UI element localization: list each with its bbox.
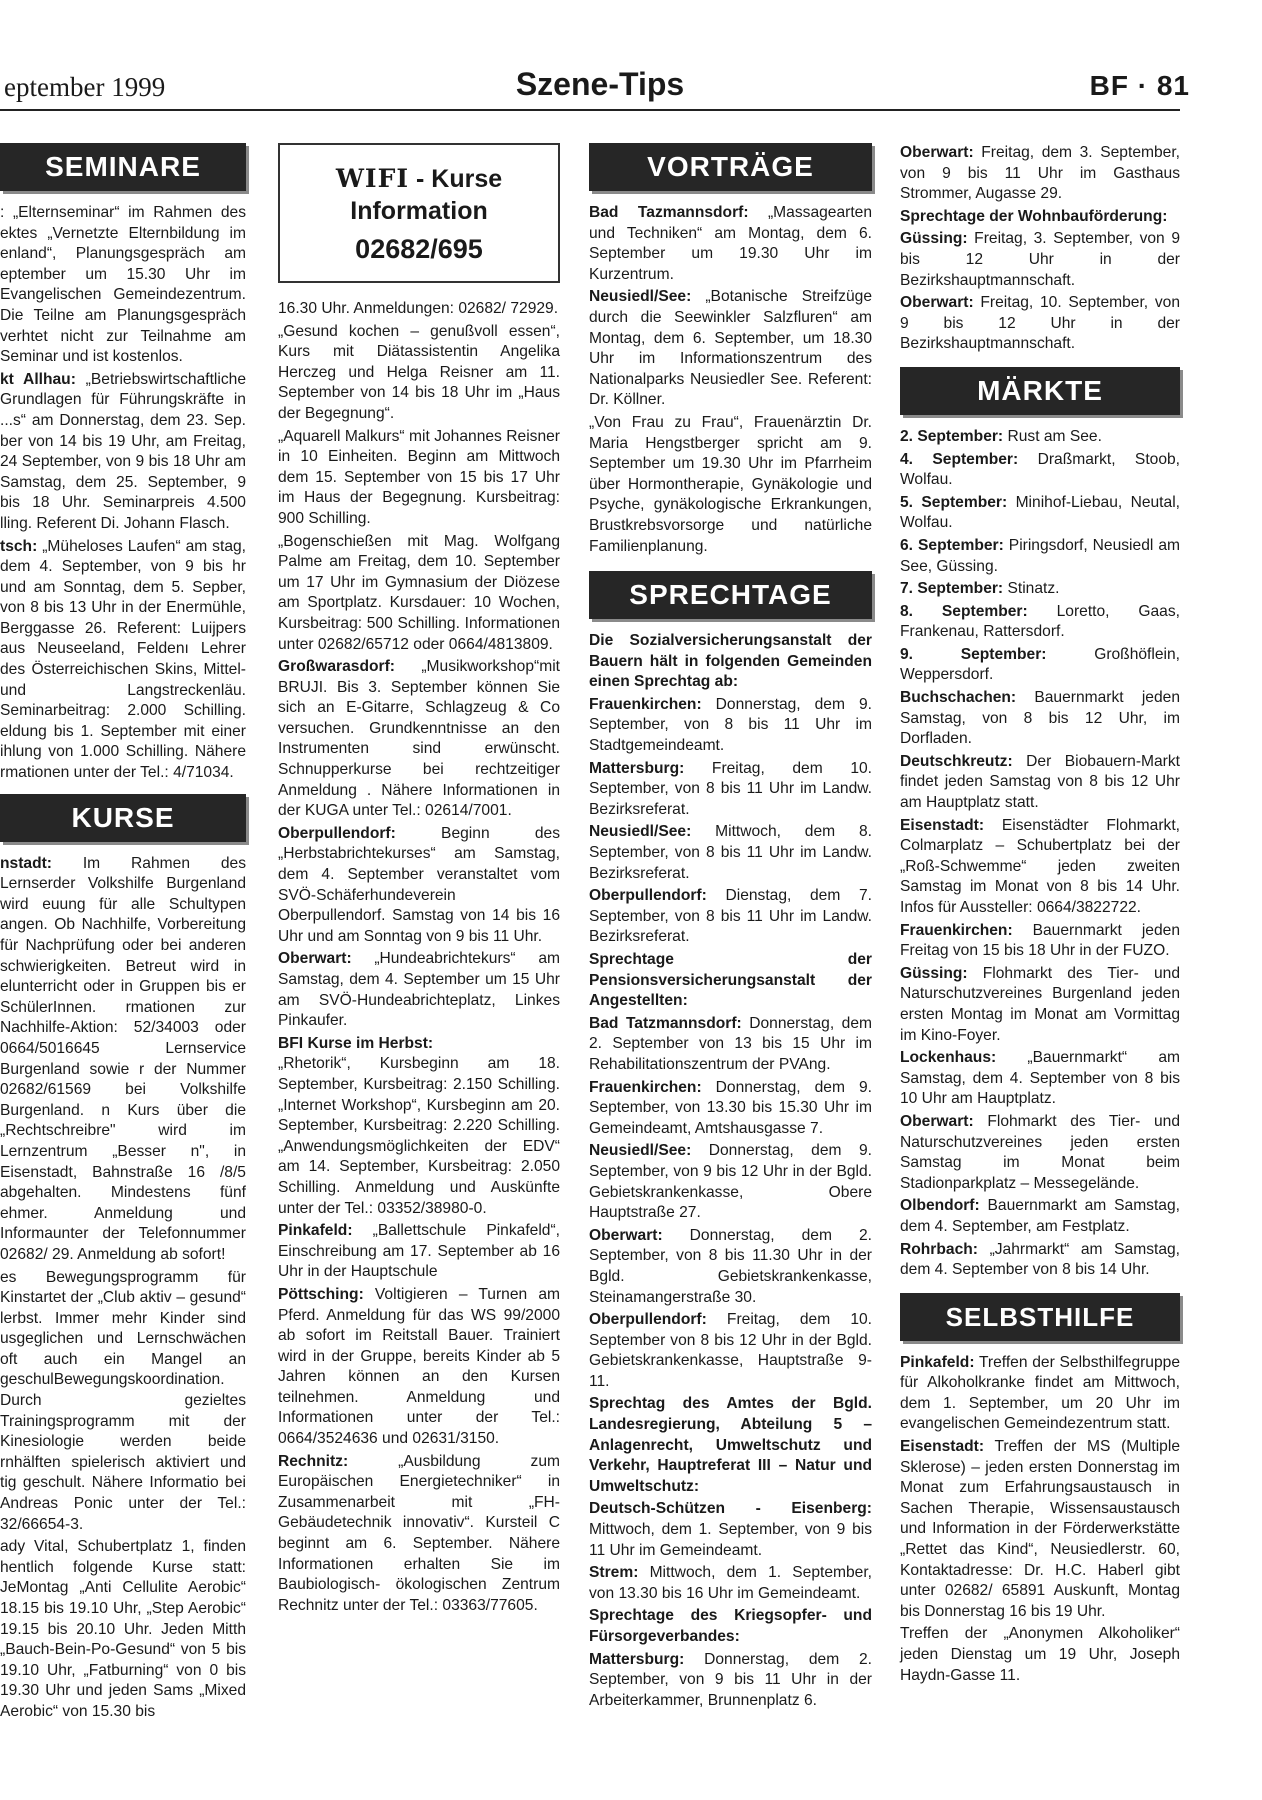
article: Oberwart: Freitag, 10. September, von 9 bis 12 Uhr in der Bezirkshauptmannschaft. <box>900 294 1180 353</box>
article: Oberwart: Donnerstag, dem 2. September, von 8 bis 11.30 Uhr in der Bgld. Gebietskrankenkasse, Steinamangerstraße 30. <box>589 1226 872 1306</box>
article: Mattersburg: Donnerstag, dem 2. September, von 9 bis 11 Uhr in der Arbeiterkammer, Brunnenplatz 6. <box>589 1650 872 1709</box>
article: Oberpullendorf: Beginn des „Herbstabrichtekurses“ am Samstag, dem 4. September veranstaltet vom SVÖ-Schäferhundeverein Oberpullendorf. Samstag von 14 bis 16 Uhr und am Sonntag von 9 bis 11 Uhr. <box>278 824 560 945</box>
article: BFI Kurse im Herbst: „Rhetorik“, Kursbeginn am 18. September, Kursbeitrag: 2.150 Schilling. „Internet Workshop“, Kursbeginn am 20. September, Kursbeitrag: 2.220 Schilling. „Anwendungsmöglichkeiten der EDV“ am 14. September, Kursbeitrag: 2.050 Schilling. Anmeldung und Auskünfte unter der Tel.: 03352/38980-0. <box>278 1034 560 1217</box>
column-2 <box>278 143 560 1618</box>
article: Bad Tazmannsdorf: „Massagearten und Techniken“ am Montag, dem 6. September um 19.30 Uhr im Kurzentrum. <box>589 204 872 283</box>
article: „Von Frau zu Frau“, Frauenärztin Dr. Maria Hengstberger spricht am 9. September um 19.30 Uhr im Pfarrheim über Hormontherapie, Gynäkologie und Psyche, gynäkologische Erkrankungen, Brustkrebsvorsorge und natürliche Familienplanung. <box>589 413 872 555</box>
article: kt Allhau: „Betriebswirtschaftliche Grundlagen für Führungskräfte in ...s“ am Donnerstag, dem 23. Sep. ber von 14 bis 19 Uhr, am Freitag, 24 September, von 9 bis 18 Uhr am Samstag, dem 25. September, 9 bis 18 Uhr. Seminarpreis 4.500 lling. Referent Di. Johann Flasch. <box>0 370 246 532</box>
article: tsch: „Müheloses Laufen“ am stag, dem 4. September, von 9 bis hr und am Sonntag, dem 5. Sepber, von 8 bis 13 Uhr in der Enermühle, Berggasse 26. Referent: Luijpers aus Neuseeland, Feldenı Lehrer des Österreichischen Skins, Mittel- und Langstreckenläu. Seminarbeitrag: 2.000 Schilling. eldung bis 1. September mit einer ihlung von 1.000 Schilling. Nähere rmationen unter der Tel.: 4/71034. <box>0 537 246 782</box>
list-item: 7. September: Stinatz. <box>900 580 1060 598</box>
wifi-info-box: WIFI - Kurse Information 02682/695 <box>278 143 560 283</box>
list-item: Deutschkreutz: Der Biobauern-Markt findet jeden Samstag von 8 bis 12 Uhr am Hauptplatz statt. <box>900 752 1180 812</box>
article: „Gesund kochen – genußvoll essen“, Kurs mit Diätassistentin Angelika Herczeg und Helga Reisner am 11. September von 14 bis 18 Uhr im „Haus der Begegnung“. <box>278 322 560 422</box>
list-item: 5. September: Minihof-Liebau, Neutal, Wolfau. <box>900 493 1180 532</box>
article: Treffen der „Anonymen Alkoholiker“ jeden Dienstag um 19 Uhr, Joseph Haydn-Gasse 11. <box>900 1625 1180 1684</box>
kurse-heading: KURSE <box>0 794 246 842</box>
article: Neusiedl/See: „Botanische Streifzüge durch die Seewinkler Salzfluren“ am Montag, dem 6. September, um 18.30 Uhr im Informationszentrum des Nationalparks Neusiedler See. Referent: Dr. Köllner. <box>589 288 872 409</box>
sprechtage-heading: SPRECHTAGE <box>589 571 872 619</box>
article: : „Elternseminar“ im Rahmen des ektes „Vernetzte Elternbildung im enland“, Planungsgespräch am eptember um 15.30 Uhr im Evangelischen Gemeindezentrum. Die Teilne am Planungsgespräch verhtet nicht zur Teilnahme am Seminar und ist kostenlos. <box>0 204 246 366</box>
list-item: 9. September: Großhöflein, Weppersdorf. <box>900 645 1180 684</box>
article-heading: Sprechtage des Kriegsopfer- und Fürsorgeverbandes: <box>589 1607 872 1645</box>
list-item: 6. September: Piringsdorf, Neusiedl am See, Güssing. <box>900 536 1180 575</box>
article: ady Vital, Schubertplatz 1, finden hentlich folgende Kurse statt: JeMontag „Anti Cellulite Aerobic“ 18.15 bis 19.10 Uhr, „Step Aerobic“ 19.15 bis 20.10 Uhr. Jeden Mitth „Bauch-Bein-Po-Gesund“ von 5 bis 19.10 Uhr, „Fatburning“ von 0 bis 19.30 Uhr und jeden Sams „Mixed Aerobic“ von 15.30 bis <box>0 1538 246 1720</box>
article: Deutsch-Schützen - Eisenberg: Mittwoch, dem 1. September, von 9 bis 11 Uhr im Gemeindeamt. <box>589 1500 872 1559</box>
article: Großwarasdorf: „Musikworkshop“mit BRUJI. Bis 3. September können Sie sich an E-Gitarre, Schlagzeug & Co versuchen. Grundkenntnisse an den Instrumenten sind erwünscht. Schnupperkurse bei rechtzeitiger Anmeldung . Nähere Informationen in der KUGA unter Tel.: 02614/7001. <box>278 658 560 820</box>
list-item: Güssing: Flohmarkt des Tier- und Naturschutzvereines Burgenland jeden ersten Montag im Monat am Vormittag im Kino-Foyer. <box>900 964 1180 1044</box>
header-section-title: Szene-Tips <box>515 66 685 102</box>
article: Pöttsching: Voltigieren – Turnen am Pferd. Anmeldung für das WS 99/2000 ab sofort im Reitstall Bauer. Trainiert wird in der Gruppe, bereits Kinder ab 5 Jahren können an den Kursen teilnehmen. Anmeldung und Informationen unter der Tel.: 0664/3524636 und 02631/3150. <box>278 1285 560 1448</box>
article: Oberwart: Freitag, dem 3. September, von 9 bis 11 Uhr im Gasthaus Strommer, Augasse 29. <box>900 144 1180 203</box>
list-item: Lockenhaus: „Bauernmarkt“ am Samstag, dem 4. September von 8 bis 10 Uhr am Hauptplatz. <box>900 1049 1180 1108</box>
article: Güssing: Freitag, 3. September, von 9 bis 12 Uhr in der Bezirkshauptmannschaft. <box>900 230 1180 289</box>
wifi-phone: 02682/695 <box>355 234 483 264</box>
wifi-info-label: Information <box>350 197 488 225</box>
article: Frauenkirchen: Donnerstag, dem 9. September, von 13.30 bis 15.30 Uhr im Gemeindeamt, Amtshausgasse 7. <box>589 1078 872 1137</box>
list-item: 2. September: Rust am See. <box>900 427 1102 445</box>
list-item: Oberwart: Flohmarkt des Tier- und Naturschutzvereines jeden ersten Samstag im Monat beim Stadionparkplatz – Messegelände. <box>900 1112 1180 1192</box>
seminare-heading: SEMINARE <box>0 143 246 191</box>
article: Rechnitz: „Ausbildung zum Europäischen Energietechniker“ in Zusammenarbeit mit „FH-Gebäudetechnik innovativ“. Kursteil C beginnt am 6. September. Nähere Informationen erhalten Sie im Baubiologisch- ökologischen Zentrum Rechnitz unter der Tel.: 03363/77605. <box>278 1452 560 1614</box>
article: Neusiedl/See: Mittwoch, dem 8. September, von 8 bis 11 Uhr im Landw. Bezirksreferat. <box>589 823 872 882</box>
article: Pinkafeld: Treffen der Selbsthilfegruppe für Alkoholkranke findet am Mittwoch, dem 1. September, um 20 Uhr im evangelischen Gemeindezentrum statt. <box>900 1353 1180 1433</box>
article-heading: Sprechtage der Wohnbauförderung: <box>900 207 1168 225</box>
article: „Bogenschießen mit Mag. Wolfgang Palme am Freitag, dem 10. September um 17 Uhr im Gymnasium der Diözese am Sportplatz. Kursdauer: 10 Wochen, Kursbeitrag: 500 Schilling. Informationen unter 02682/65712 oder 0664/4813809. <box>278 532 560 653</box>
list-item: Buchschachen: Bauernmarkt jeden Samstag, von 8 bis 12 Uhr, im Dorfladen. <box>900 689 1180 748</box>
article: Oberpullendorf: Freitag, dem 10. September von 8 bis 12 Uhr in der Bgld. Gebietskrankenkasse, Hauptstraße 9-11. <box>589 1311 872 1390</box>
list-item: 8. September: Loretto, Gaas, Frankenau, Rattersdorf. <box>900 602 1180 641</box>
article: „Aquarell Malkurs“ mit Johannes Reisner in 10 Einheiten. Beginn am Mittwoch dem 15. September von 15 bis 17 Uhr im Haus der Begegnung. Kursbeitrag: 900 Schilling. <box>278 427 560 527</box>
header-rule <box>0 109 1180 111</box>
list-item: Eisenstadt: Eisenstädter Flohmarkt, Colmarplatz – Schubertplatz bei der „Roß-Schwemme“ jeden zweiten Samstag im Monat von 8 bis 14 Uhr. Infos für Aussteller: 0664/3822722. <box>900 816 1180 916</box>
article-heading: Sprechtag des Amtes der Bgld. Landesregierung, Abteilung 5 – Anlagenrecht, Umweltschutz und Verkehr, Hauptreferat III – Natur und Umweltschutz: <box>589 1395 872 1495</box>
vortraege-heading: VORTRÄGE <box>589 143 872 191</box>
article: es Bewegungsprogramm für Kinstartet der „Club aktiv – gesund“ lerbst. Immer mehr Kinder sind usgeglichen und Lernschwächen oft auch ein Mangel an geschulBewegungskoordination. Durch gezieltes Trainingsprogramm mit der Kinesiologie werden beide rnhälften spielerisch aktiviert und tig geschult. Nähere Informatio bei Andreas Ponic unter der Tel.: 32/66654-3. <box>0 1268 246 1533</box>
article: Strem: Mittwoch, dem 1. September, von 13.30 bis 16 Uhr im Gemeindeamt. <box>589 1564 872 1602</box>
article-heading: Sprechtage der Pensionsversicherungsanstalt der Angestellten: <box>589 951 872 1010</box>
header-page-number: BF · 81 <box>1089 70 1190 101</box>
article: Eisenstadt: Treffen der MS (Multiple Sklerose) – jeden ersten Donnerstag im Monat zum Erfahrungsaustausch in Sachen Therapie, Wissensaustausch und Information in der Förderwerkstätte „Rettet das Kind“, Neusiedlerstr. 60, Kontaktadresse: Dr. H.C. Haberl gibt unter 02682/ 65891 Auskunft, Montag bis Donnerstag 16 bis 19 Uhr. <box>900 1438 1180 1620</box>
list-item: 4. September: Draßmarkt, Stoob, Wolfau. <box>900 450 1180 489</box>
article: Oberwart: „Hundeabrichtekurs“ am Samstag, dem 4. September um 15 Uhr am SVÖ-Hundeabrichteplatz, Linkes Pinkaufer. <box>278 950 560 1030</box>
wifi-logo: WIFI <box>335 164 410 193</box>
list-item: Olbendorf: Bauernmarkt am Samstag, dem 4. September, am Festplatz. <box>900 1197 1180 1235</box>
article: nstadt: Im Rahmen des Lernserder Volkshilfe Burgenland wird euung für alle Schultypen angen. Ob Nachhilfe, Vorbereitung für Nachprüfung oder bei anderen schwierigkeiten. Betreut wird in elunterricht oder in Gruppen bis er SchülerInnen. rmationen zur Nachhilfe-Aktion: 52/34003 oder 0664/5016645 Lernservice Burgenland sowie r der Nummer 02682/61569 bei Volkshilfe Burgenland. n Kurs über die „Rechtschreibre" wird im Lernzentrum „Besser n", in Eisenstadt, Bahnstraße 16 /8/5 abgehalten. Mindestens fünf ehmer. Anmeldung und Informaunter der Telefonnummer 02682/ 29. Anmeldung ab sofort! <box>0 854 246 1263</box>
column-4 <box>900 143 1180 1688</box>
column-3 <box>589 143 872 1713</box>
article: Oberpullendorf: Dienstag, dem 7. September, von 8 bis 11 Uhr im Landw. Bezirksreferat. <box>589 887 872 946</box>
article: 16.30 Uhr. Anmeldungen: 02682/ 72929. <box>278 300 559 317</box>
article-heading: Die Sozialversicherungsanstalt der Bauern hält in folgenden Gemeinden einen Sprechtag ab: <box>589 632 872 691</box>
selbsthilfe-heading: SELBSTHILFE <box>900 1293 1180 1341</box>
column-1 <box>0 143 246 1725</box>
list-item: Frauenkirchen: Bauernmarkt jeden Freitag von 15 bis 18 Uhr in der FUZO. <box>900 921 1180 960</box>
header-date: eptember 1999 <box>4 72 166 102</box>
article: Bad Tatzmannsdorf: Donnerstag, dem 2. September von 13 bis 15 Uhr im Rehabilitationszentrum der PVAng. <box>589 1014 873 1073</box>
list-item: Rohrbach: „Jahrmarkt“ am Samstag, dem 4. September von 8 bis 14 Uhr. <box>900 1240 1180 1279</box>
article: Mattersburg: Freitag, dem 10. September, von 8 bis 11 Uhr im Landw. Bezirksreferat. <box>589 759 872 818</box>
maerkte-heading: MÄRKTE <box>900 367 1180 415</box>
article: Frauenkirchen: Donnerstag, dem 9. September, von 8 bis 11 Uhr im Stadtgemeindeamt. <box>589 695 872 755</box>
article: Neusiedl/See: Donnerstag, dem 9. September, von 9 bis 12 Uhr in der Bgld. Gebietskrankenkasse, Obere Hauptstraße 27. <box>589 1142 872 1222</box>
article: Pinkafeld: „Ballettschule Pinkafeld“, Einschreibung am 17. September ab 16 Uhr in der Hauptschule <box>278 1222 560 1281</box>
